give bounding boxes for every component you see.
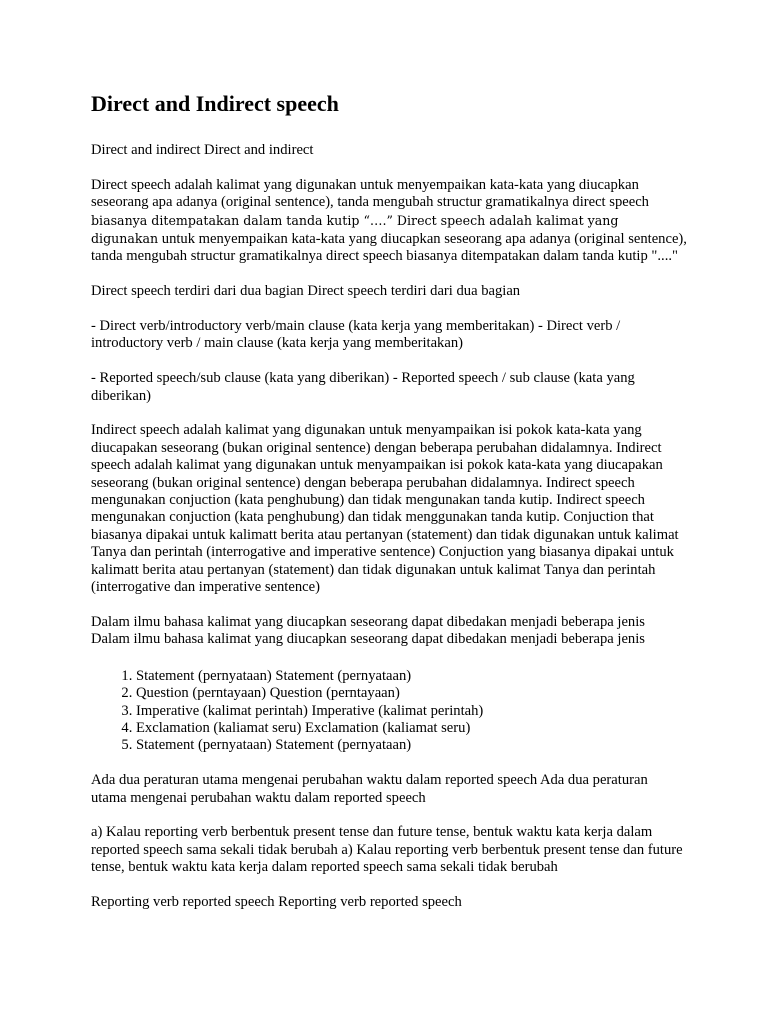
direct-speech-definition-part-1: Direct speech adalah kalimat yang digunakan untuk menyempaikan kata-kata yang diucapkan seseorang apa adanya (original sentence), tanda mengubah structur gramatikalnya direct speech — [91, 176, 649, 211]
list-item: 5. Statement (pernyataan) Statement (pernyataan) — [136, 737, 687, 754]
indirect-speech-paragraph: Indirect speech adalah kalimat yang digunakan untuk menyampaikan isi pokok kata-kata yang diucapakan seseorang (bukan original sentence) dengan beberapa perubahan didalamnya. Indirect speech adalah kalimat yang digunakan untuk menyampaikan isi pokok kata-kata yang diucapakan seseorang (bukan original sentence) dengan beberapa perubahan didalamnya. Indirect speech mengunakan conjuction (kata penghubung) dan tidak mengunakan tanda kutip. Indirect speech mengunakan conjuction (kata penghubung) dan tidak menggunakan tanda kutip. Conjuction that biasanya dipakai untuk kalimatt berita atau pertanyan (statement) dan tidak digunakan untuk kalimat Tanya dan perintah (interrogative and imperative sentence) Conjuction yang biasanya dipakai untuk kalimatt berita atau pertanyan (statement) dan tidak digunakan untuk kalimat Tanya dan perintah (interrogative dan imperative sentence) — [91, 422, 679, 596]
reported-speech-paragraph: - Reported speech/sub clause (kata yang diberikan) - Reported speech / sub clause (kata yang diberikan) — [91, 370, 635, 404]
subtitle-paragraph: Direct and indirect Direct and indirect — [91, 142, 314, 158]
direct-verb-paragraph: - Direct verb/introductory verb/main clause (kata kerja yang memberitakan) - Direct verb / introductory verb / main clause (kata kerja yang memberitakan) — [91, 318, 621, 352]
document-title: Direct and Indirect speech — [91, 91, 339, 116]
direct-speech-definition-part-3: untuk menyempaikan kata-kata yang diucapkan seseorang apa adanya (original sentence), tanda mengubah structur gramatikalnya direct speech biasanya ditempatakan dalam tanda kutip "...." — [91, 231, 687, 265]
sentence-types-list — [91, 668, 687, 755]
list-item: 1. Statement (pernyataan) Statement (pernyataan) — [136, 668, 687, 685]
sentence-types-intro-paragraph: Dalam ilmu bahasa kalimat yang diucapkan seseorang dapat dibedakan menjadi beberapa jenis Dalam ilmu bahasa kalimat yang diucapkan seseorang dapat dibedakan menjadi beberapa jenis — [91, 613, 645, 648]
present-tense-rule-paragraph: a) Kalau reporting verb berbentuk present tense dan future tense, bentuk waktu kata kerja dalam reported speech sama sekali tidak berubah a) Kalau reporting verb berbentuk present tense dan future tense, bentuk waktu kata kerja dalam reported speech sama sekali tidak berubah — [91, 824, 683, 876]
list-item: 2. Question (perntayaan) Question (perntayaan) — [136, 685, 687, 702]
document-body — [91, 90, 687, 929]
reporting-verb-paragraph: Reporting verb reported speech Reporting verb reported speech — [91, 893, 462, 910]
list-item: 4. Exclamation (kaliamat seru) Exclamation (kaliamat seru) — [136, 720, 687, 737]
list-item: 3. Imperative (kalimat perintah) Imperative (kalimat perintah) — [136, 703, 687, 720]
tense-rules-paragraph: Ada dua peraturan utama mengenai perubahan waktu dalam reported speech Ada dua peraturan utama mengenai perubahan waktu dalam reported speech — [91, 772, 648, 806]
direct-speech-parts-paragraph: Direct speech terdiri dari dua bagian Direct speech terdiri dari dua bagian — [91, 283, 521, 300]
direct-speech-definition-part-2: biasanya ditempatakan dalam tanda kutip “….” Direct speech adalah kalimat yang digunakan — [91, 212, 619, 247]
direct-speech-definition-paragraph — [91, 177, 687, 266]
